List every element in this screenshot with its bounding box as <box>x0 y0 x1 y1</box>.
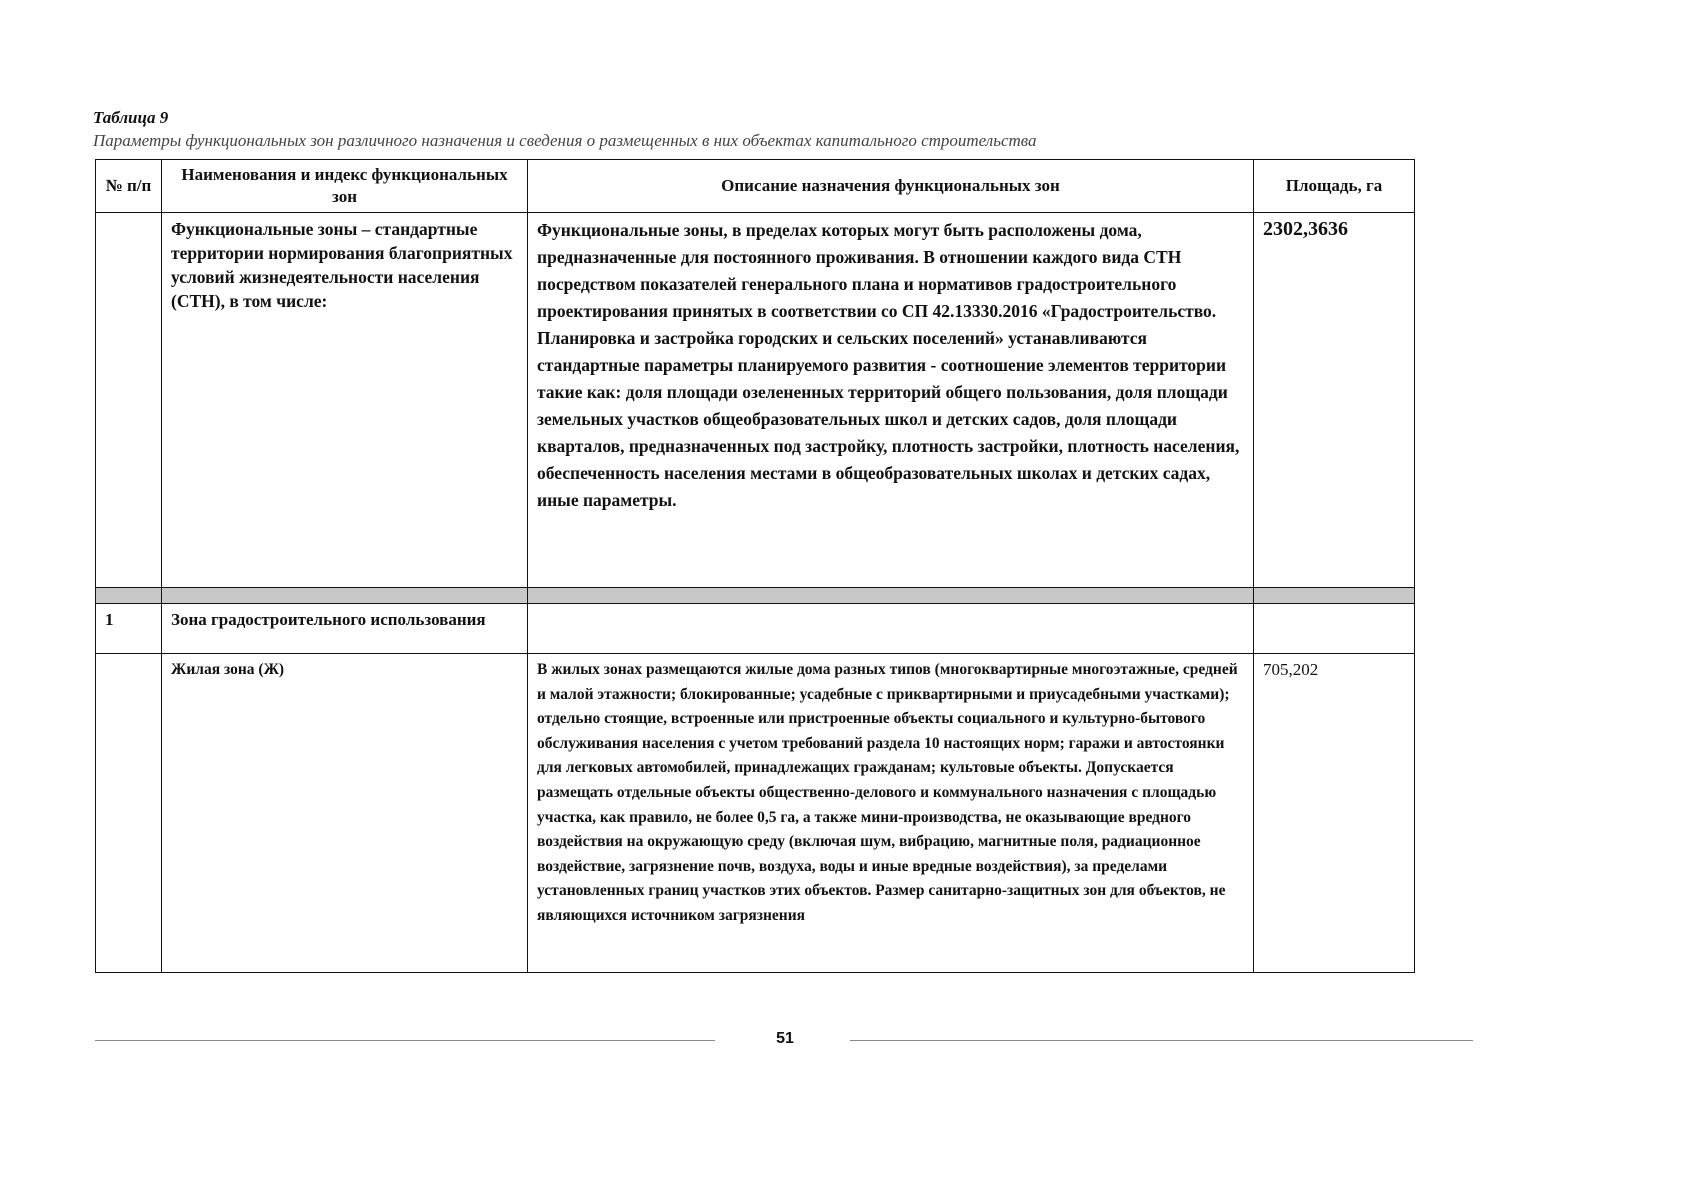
header-area: Площадь, га <box>1254 160 1415 213</box>
separator-cell <box>96 588 162 604</box>
separator-cell <box>162 588 528 604</box>
separator-cell <box>1254 588 1415 604</box>
header-desc: Описание назначения функциональных зон <box>528 160 1254 213</box>
header-name: Наименования и индекс функциональных зон <box>162 160 528 213</box>
table-number: Таблица 9 <box>93 108 169 127</box>
row-num: 1 <box>96 604 162 654</box>
table-header-row <box>96 160 1415 213</box>
page-number: 51 <box>776 1030 794 1047</box>
row-num <box>96 213 162 588</box>
zones-table <box>95 159 1415 973</box>
table-caption <box>93 106 1413 152</box>
row-name: Функциональные зоны – стандартные территории нормирования благоприятных условий жизнедеятельности населения (СТН), в том числе: <box>162 213 528 588</box>
row-desc <box>528 604 1254 654</box>
table-row <box>96 213 1415 588</box>
row-area: 705,202 <box>1254 654 1415 973</box>
footer-rule-right <box>850 1040 1473 1041</box>
row-num <box>96 654 162 973</box>
row-area: 2302,3636 <box>1254 213 1415 588</box>
row-desc: В жилых зонах размещаются жилые дома разных типов (многоквартирные многоэтажные, средней и малой этажности; блокированные; усадебные с приквартирными и приусадебными участками); отдельно стоящие, встроенные или пристроенные объекты социального и культурно-бытового обслуживания населения с учетом требований раздела 10 настоящих норм; гаражи и автостоянки для легковых автомобилей, принадлежащих гражданам; культовые объекты. Допускается размещать отдельные объекты общественно-делового и коммунального назначения с площадью участка, как правило, не более 0,5 га, а также мини-производства, не оказывающие вредного воздействия на окружающую среду (включая шум, вибрацию, магнитные поля, радиационное воздействие, загрязнение почв, воздуха, воды и иные вредные воздействия), за пределами установленных границ участков этих объектов. Размер санитарно-защитных зон для объектов, не являющихся источником загрязнения <box>528 654 1254 973</box>
separator-cell <box>528 588 1254 604</box>
table-subtitle: Параметры функциональных зон различного назначения и сведения о размещенных в них объектах капитального строительства <box>93 131 1037 150</box>
separator-row <box>96 588 1415 604</box>
row-name: Зона градостроительного использования <box>162 604 528 654</box>
row-area <box>1254 604 1415 654</box>
table-row <box>96 604 1415 654</box>
table-row <box>96 654 1415 973</box>
footer-rule-left <box>95 1040 715 1041</box>
page-footer <box>0 1028 1568 1058</box>
header-num: № п/п <box>96 160 162 213</box>
row-name: Жилая зона (Ж) <box>162 654 528 973</box>
row-desc: Функциональные зоны, в пределах которых могут быть расположены дома, предназначенные для постоянного проживания. В отношении каждого вида СТН посредством показателей генерального плана и нормативов градостроительного проектирования принятых в соответствии со СП 42.13330.2016 «Градостроительство. Планировка и застройка городских и сельских поселений» устанавливаются стандартные параметры планируемого развития - соотношение элементов территории такие как: доля площади озелененных территорий общего пользования, доля площади земельных участков общеобразовательных школ и детских садов, доля площади кварталов, предназначенных под застройку, плотность застройки, плотность населения, обеспеченность населения местами в общеобразовательных школах и детских садах, иные параметры. <box>528 213 1254 588</box>
